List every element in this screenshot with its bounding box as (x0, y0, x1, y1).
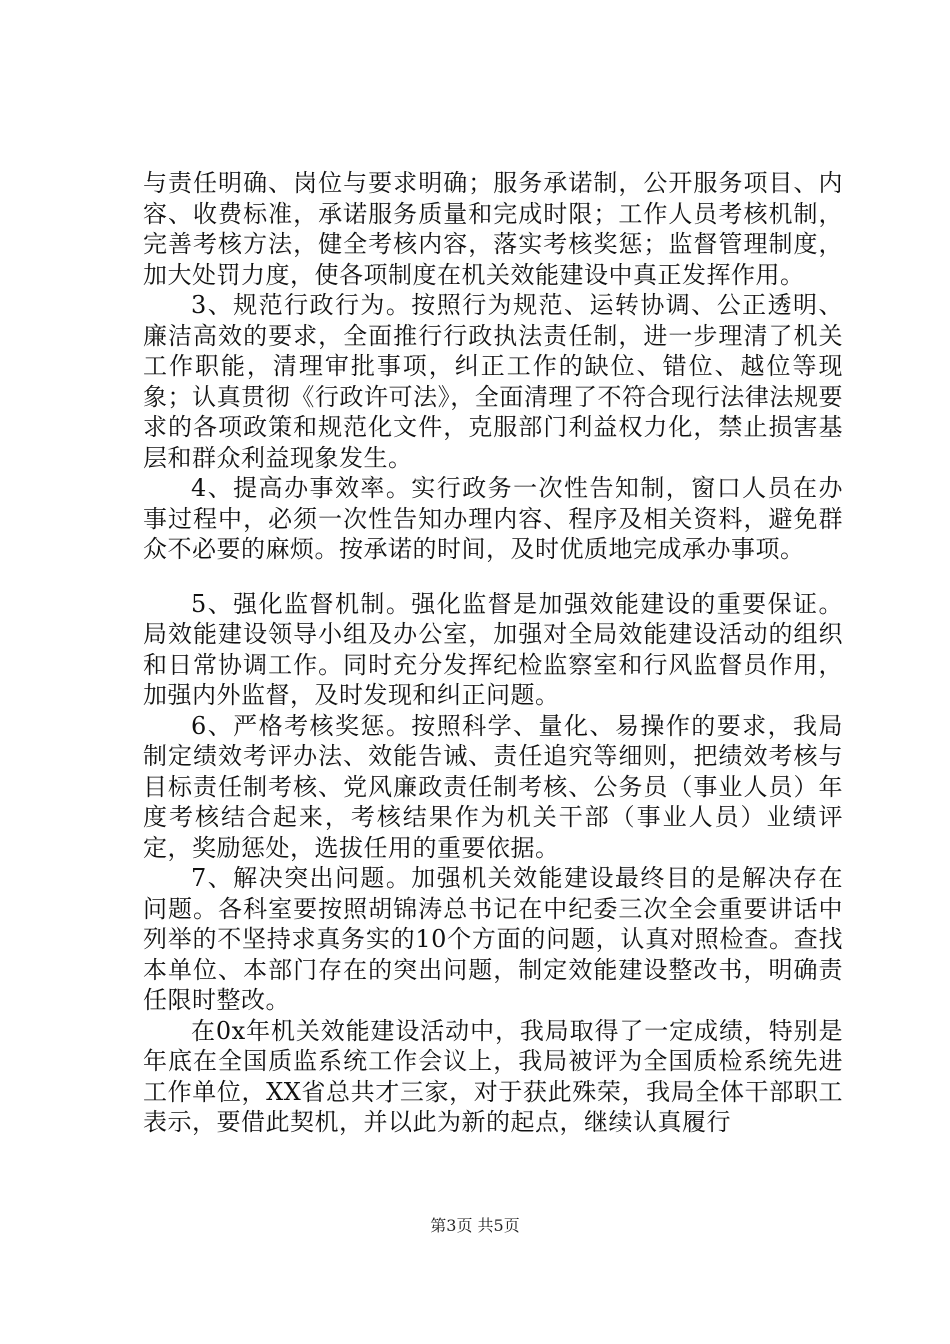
paragraph-gap (143, 565, 843, 589)
document-body (143, 168, 843, 1138)
paragraph-item-4: 4、提高办事效率。实行政务一次性告知制，窗口人员在办事过程中，必须一次性告知办理内容、程序及相关资料，避免群众不必要的麻烦。按承诺的时间，及时优质地完成承办事项。 (143, 474, 843, 563)
page-number: 第3页 共5页 (430, 1216, 520, 1235)
paragraph-item-7: 7、解决突出问题。加强机关效能建设最终目的是解决存在问题。各科室要按照胡锦涛总书记在中纪委三次全会重要讲话中列举的不坚持求真务实的10个方面的问题，认真对照检查。查找本单位、本部门存在的突出问题，制定效能建设整改书，明确责任限时整改。 (143, 864, 843, 1014)
paragraph-summary: 在0x年机关效能建设活动中，我局取得了一定成绩，特别是年底在全国质监系统工作会议上，我局被评为全国质检系统先进工作单位，XX省总共才三家，对于获此殊荣，我局全体干部职工表示，要借此契机，并以此为新的起点，继续认真履行 (143, 1016, 843, 1136)
paragraph-item-6: 6、严格考核奖惩。按照科学、量化、易操作的要求，我局制定绩效考评办法、效能告诫、责任追究等细则，把绩效考核与目标责任制考核、党风廉政责任制考核、公务员（事业人员）年度考核结合起来，考核结果作为机关干部（事业人员）业绩评定，奖励惩处，选拔任用的重要依据。 (143, 711, 843, 862)
paragraph-item-3: 3、规范行政行为。按照行为规范、运转协调、公正透明、廉洁高效的要求，全面推行行政执法责任制，进一步理清了机关工作职能，清理审批事项，纠正工作的缺位、错位、越位等现象；认真贯彻《行政许可法》，全面清理了不符合现行法律法规要求的各项政策和规范化文件，克服部门利益权力化，禁止损害基层和群众利益现象发生。 (143, 291, 843, 472)
paragraph-item-5: 5、强化监督机制。强化监督是加强效能建设的重要保证。局效能建设领导小组及办公室，加强对全局效能建设活动的组织和日常协调工作。同时充分发挥纪检监察室和行风监督员作用，加强内外监督，及时发现和纠正问题。 (143, 589, 843, 709)
page-footer (0, 1213, 950, 1236)
paragraph-continued: 与责任明确、岗位与要求明确；服务承诺制，公开服务项目、内容、收费标准，承诺服务质量和完成时限；工作人员考核机制，完善考核方法，健全考核内容，落实考核奖惩；监督管理制度，加大处罚力度，使各项制度在机关效能建设中真正发挥作用。 (143, 169, 843, 289)
